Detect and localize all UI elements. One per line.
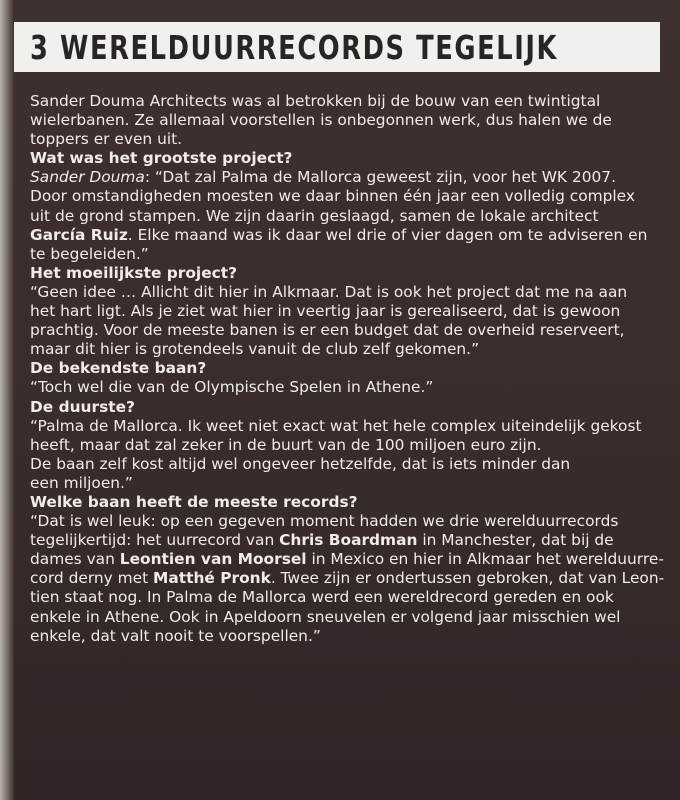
article-body xyxy=(30,92,670,646)
question-heading: Wat was het grootste project? xyxy=(30,149,293,168)
answer-line xyxy=(30,168,670,187)
person-name: García Ruiz xyxy=(30,225,128,244)
answer-line: het hart ligt. Als je ziet wat hier in veertig jaar is gerealiseerd, dat is gewoon xyxy=(30,302,621,321)
answer-line: “Dat is wel leuk: op een gegeven moment hadden we drie werelduurrecords xyxy=(30,512,619,531)
answer-line: enkele in Athene. Ook in Apeldoorn sneuvelen er volgend jaar misschien wel xyxy=(30,607,621,626)
answer-line: “Geen idee … Allicht dit hier in Alkmaar. Dat is ook het project dat me na aan xyxy=(30,282,628,301)
page-edge xyxy=(0,0,14,800)
question-heading: De duurste? xyxy=(30,397,135,416)
answer-text: . Elke maand was ik daar wel drie of vier dagen om te adviseren en xyxy=(127,225,648,244)
person-name: Leontien van Moorsel xyxy=(119,550,307,569)
answer-line xyxy=(30,550,670,569)
intro-line: wielerbanen. Ze allemaal voorstellen is onbegonnen werk, dus halen we de xyxy=(30,111,612,130)
answer-text: in Manchester, dat bij de xyxy=(417,531,614,550)
answer-line: enkele, dat valt nooit te voorspellen.” xyxy=(30,626,321,645)
intro-line: Sander Douma Architects was al betrokken bij de bouw van een twintigtal xyxy=(30,92,601,110)
question-heading: De bekendste baan? xyxy=(30,359,207,378)
person-name: Matthé Pronk xyxy=(153,569,271,588)
answer-text: cord derny met xyxy=(30,569,154,588)
answer-line: “Toch wel die van de Olympische Spelen in Athene.” xyxy=(30,378,434,397)
article-title: 3 WERELDUURRECORDS TEGELIJK xyxy=(30,28,558,67)
question-heading: Welke baan heeft de meeste records? xyxy=(30,492,358,511)
answer-line: maar dit hier is grotendeels vanuit de club zelf gekomen.” xyxy=(30,340,480,359)
title-banner xyxy=(14,22,660,72)
answer-text: tegelijkertijd: het uurrecord van xyxy=(30,531,280,550)
answer-text: dames van xyxy=(30,550,120,569)
answer-line: tien staat nog. In Palma de Mallorca werd een wereldrecord gereden en ook xyxy=(30,588,614,607)
answer-line: Door omstandigheden moesten we daar binnen één jaar een volledig complex xyxy=(30,187,635,206)
answer-line xyxy=(30,226,670,245)
answer-line: uit de grond stampen. We zijn daarin geslaagd, samen de lokale architect xyxy=(30,206,599,225)
answer-line: “Palma de Mallorca. Ik weet niet exact wat het hele complex uiteindelijk gekost xyxy=(30,416,642,435)
answer-line: heeft, maar dat zal zeker in de buurt van de 100 miljoen euro zijn. xyxy=(30,435,542,454)
answer-line xyxy=(30,569,670,588)
answer-text: in Mexico en hier in Alkmaar het werelduurre- xyxy=(306,550,664,569)
answer-line: De baan zelf kost altijd wel ongeveer hetzelfde, dat is iets minder dan xyxy=(30,454,571,473)
answer-line: te begeleiden.” xyxy=(30,244,149,263)
intro-line: toppers er even uit. xyxy=(30,130,183,149)
answer-line: een miljoen.” xyxy=(30,473,133,492)
answer-line xyxy=(30,531,670,550)
person-name: Chris Boardman xyxy=(279,531,418,550)
speaker-name: Sander Douma xyxy=(30,168,145,187)
question-heading: Het moeilijkste project? xyxy=(30,263,238,282)
answer-line: prachtig. Voor de meeste banen is er een budget dat de overheid reserveert, xyxy=(30,321,625,340)
answer-text: . Twee zijn er ondertussen gebroken, dat van Leon- xyxy=(270,569,665,588)
answer-text: : “Dat zal Palma de Mallorca geweest zijn, voor het WK 2007. xyxy=(144,168,616,187)
